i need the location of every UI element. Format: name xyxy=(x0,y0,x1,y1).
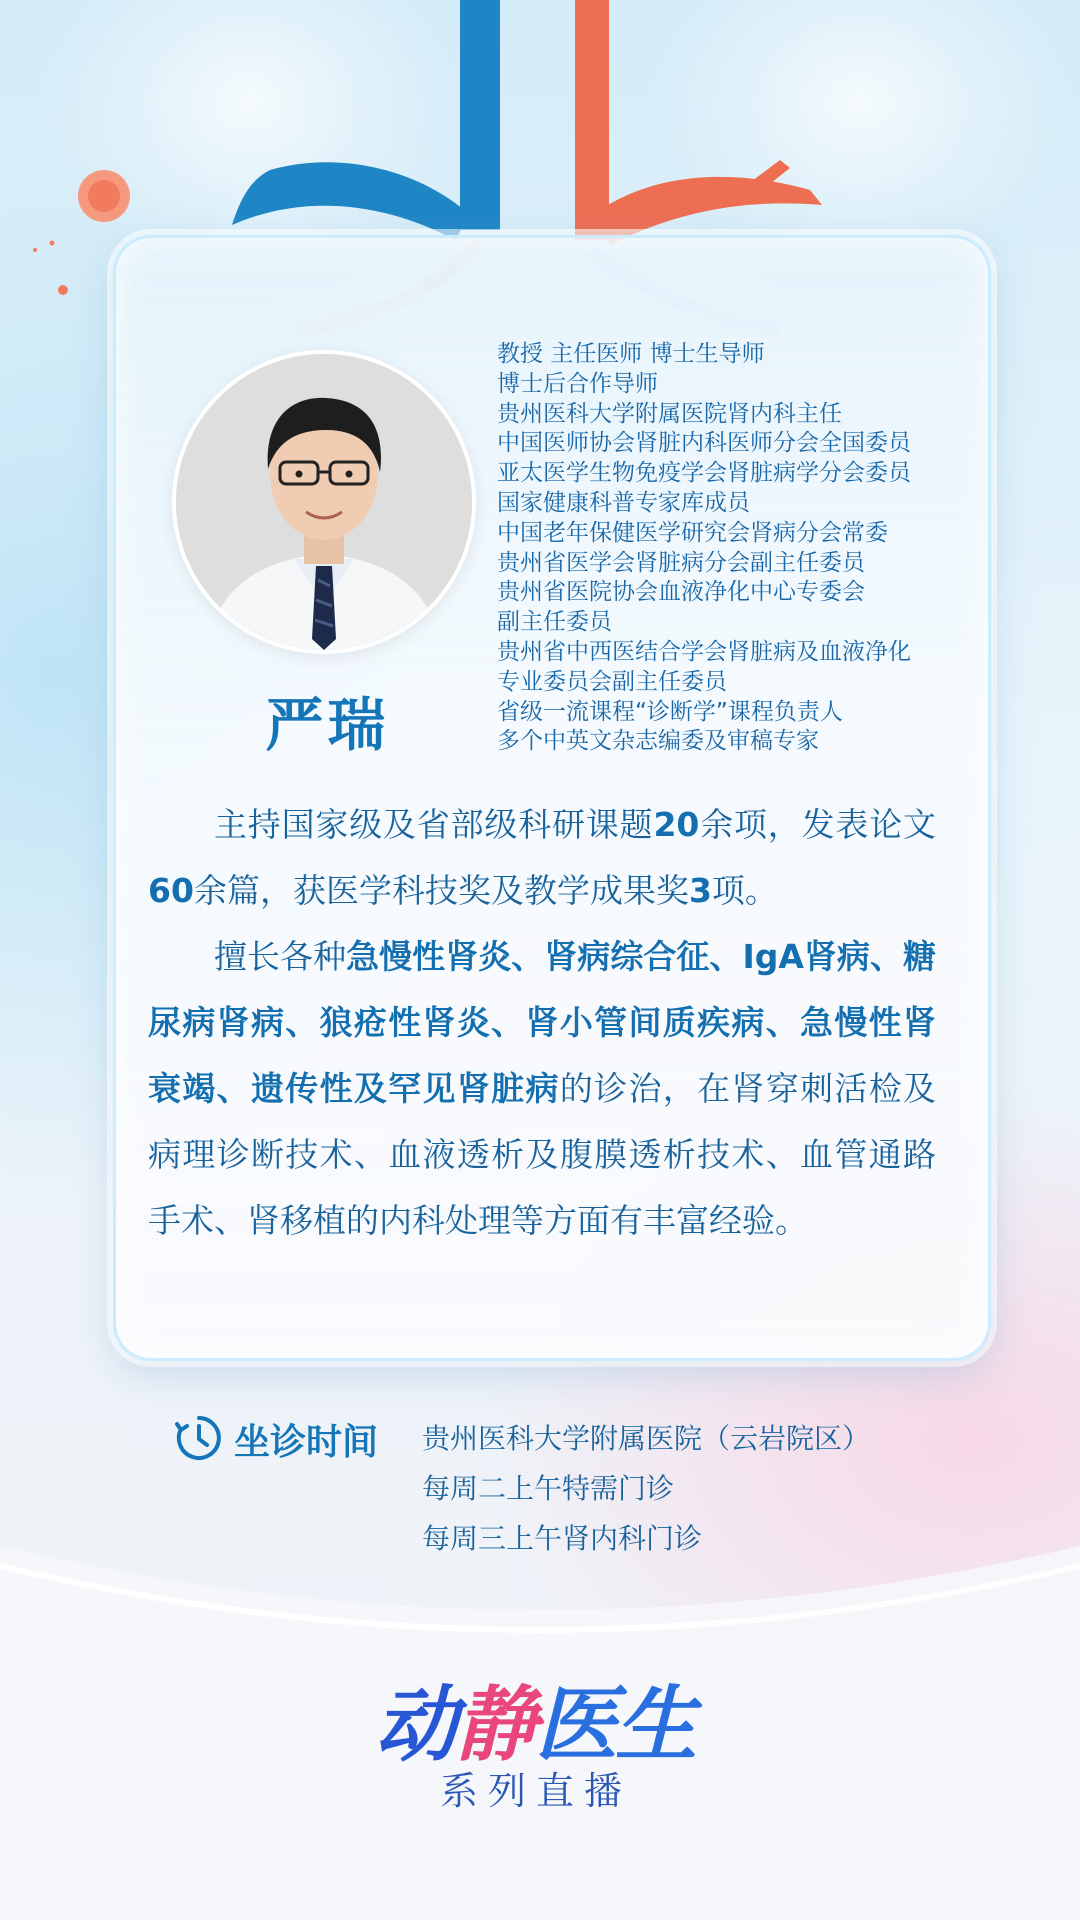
title-item: 贵州省医院协会血液净化中心专委会 xyxy=(497,579,865,606)
title-item: 省级一流课程“诊断学”课程负责人 xyxy=(497,698,843,725)
title-item: 亚太医学生物免疫学会肾脏病学分会委员 xyxy=(497,460,911,487)
doctor-avatar xyxy=(172,350,476,654)
schedule-line: 每周二上午特需门诊 xyxy=(422,1472,675,1505)
title-item: 中国医师协会肾脏内科医师分会全国委员 xyxy=(497,430,911,457)
title-item: 贵州省中西医结合学会肾脏病及血液净化 xyxy=(497,638,911,665)
vein-shape xyxy=(460,0,500,230)
title-item: 专业委员会副主任委员 xyxy=(497,668,727,695)
title-item: 贵州医科大学附属医院肾内科主任 xyxy=(497,400,842,427)
brand-logo: 动静医生 xyxy=(375,1678,695,1773)
brand-subtitle: 系列直播 xyxy=(440,1769,633,1813)
title-item: 多个中英文杂志编委及审稿专家 xyxy=(497,728,819,755)
artery-shape xyxy=(575,0,609,240)
title-item: 国家健康科普专家库成员 xyxy=(497,489,750,516)
schedule-list xyxy=(422,1414,870,1564)
doctor-portrait-icon xyxy=(176,354,472,650)
schedule-line: 贵州医科大学附属医院（云岩院区） xyxy=(422,1422,871,1455)
title-item: 博士后合作导师 xyxy=(497,370,658,397)
doctor-titles-list xyxy=(497,340,967,757)
schedule-title: 坐诊时间 xyxy=(234,1422,379,1463)
bio-research-paragraph: 主持国家级及省部级科研课题20余项，发表论文60余篇，获医学科技奖及教学成果奖3项。 xyxy=(148,805,937,910)
doctor-name: 严瑞 xyxy=(265,691,390,759)
clock-icon xyxy=(175,1414,223,1462)
title-item: 教授 主任医师 博士生导师 xyxy=(497,341,765,367)
bio-specialty-paragraph: 擅长各种急慢性肾炎、肾病综合征、IgA肾病、糖尿病肾病、狼疮性肾炎、肾小管间质疾病、急慢性肾衰竭、遗传性及罕见肾脏病的诊治，在肾穿刺活检及病理诊断技术、血液透析及腹膜透析技术、血管通路手术、肾移植的内科处理等方面有丰富经验。 xyxy=(148,937,937,1240)
specialty-diseases: 急慢性肾炎、肾病综合征、IgA肾病、糖尿病肾病、狼疮性肾炎、肾小管间质疾病、急慢性肾衰竭、遗传性及罕见肾脏病 xyxy=(148,937,936,1108)
title-item: 副主任委员 xyxy=(497,609,612,636)
title-item: 中国老年保健医学研究会肾病分会常委 xyxy=(497,519,888,546)
schedule-line: 每周三上午肾内科门诊 xyxy=(422,1522,703,1555)
doctor-bio xyxy=(148,792,936,1254)
title-item: 贵州省医学会肾脏病分会副主任委员 xyxy=(497,549,865,576)
